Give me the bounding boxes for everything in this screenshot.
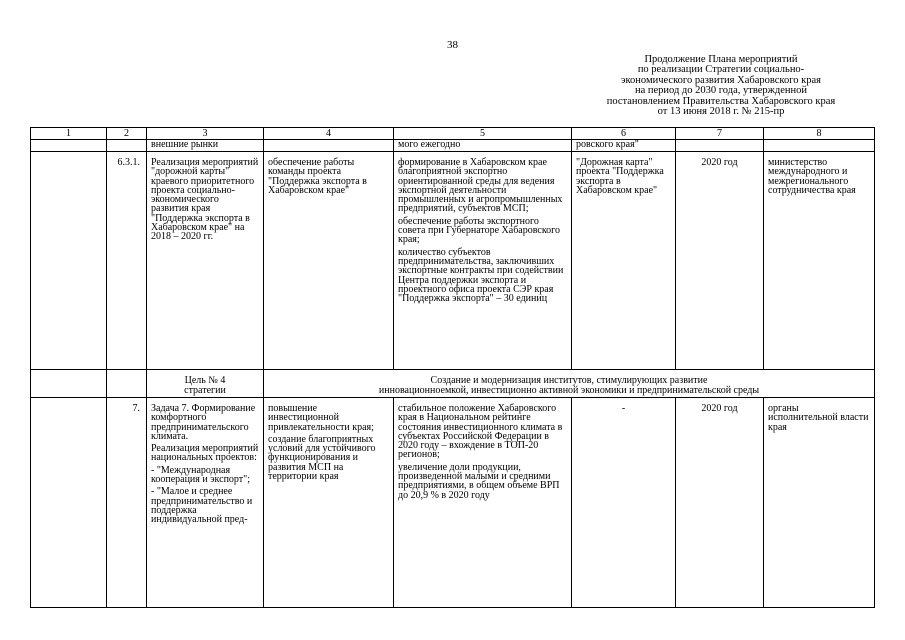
document-cell: "Дорожная карта" проекта "Поддержка экспорта в Хабаровском крае": [572, 152, 676, 370]
deadline-cell: 2020 год: [676, 398, 764, 608]
column-number: 4: [264, 128, 394, 140]
continuation-row: [31, 140, 875, 152]
column-number: 1: [31, 128, 107, 140]
header-line: Продолжение Плана мероприятий: [644, 54, 798, 65]
measure-cell: [264, 398, 394, 608]
responsible-cell: министерство международного и межрегионального сотрудничества края: [764, 152, 875, 370]
page-number: 38: [447, 39, 458, 51]
table-row-7: [31, 398, 875, 608]
result-paragraph: увеличение доли продукции, произведенной малыми и средними предприятиями, в общем объеме ВРП до 20,9 % в 2020 году: [398, 461, 560, 501]
table-cell: [107, 140, 147, 152]
result-paragraph: формирование в Хабаровском крае благоприятной экспортно ориентированной среды для ведения экспортной деятельности промышленных и агропромышленных предприятий, субъектов МСП;: [398, 157, 563, 215]
responsible-cell: органы исполнительной власти края: [764, 398, 875, 608]
column-number: 8: [764, 128, 875, 140]
plan-table: [30, 127, 875, 608]
goal-label-line: Цель № 4: [184, 375, 226, 386]
header-line: от 13 июня 2018 г. № 215-пр: [657, 106, 785, 118]
result-cell: [394, 398, 572, 608]
deadline-cell: 2020 год: [676, 152, 764, 370]
goal-label: [147, 370, 264, 398]
activity-cell: Реализация мероприятий "дорожной карты" краевого приоритетного проекта социально-экономического развития края "Поддержка экспорта в Хабаровском крае" на 2018 – 2020 гг.: [147, 152, 264, 370]
goal-label-line: стратегии: [184, 384, 226, 396]
result-paragraph: обеспечение работы экспортного совета при Губернаторе Хабаровского края;: [398, 215, 561, 246]
measure-cell: обеспечение работы команды проекта "Поддержка экспорта в Хабаровском крае": [264, 152, 394, 370]
table-cell: [31, 370, 107, 398]
header-line: экономического развития Хабаровского края: [620, 74, 822, 86]
item-number: 7.: [107, 398, 147, 608]
task-paragraph: - "Международная кооперация и экспорт";: [151, 464, 251, 486]
table-cell: [31, 398, 107, 608]
goal-text-line: инновационноемкой, инвестиционно активной экономики и предпринимательской среды: [378, 384, 760, 396]
goal-text: [264, 370, 875, 398]
column-number-row: [31, 128, 875, 140]
table-row-6-3-1: [31, 152, 875, 370]
task-paragraph: - "Малое и среднее предпринимательство и поддержка индивидуальной пред-: [151, 486, 253, 526]
column-number: 2: [107, 128, 147, 140]
goal-row: [31, 370, 875, 398]
header-line: постановлением Правительства Хабаровского края: [606, 95, 836, 107]
document-cell: -: [572, 398, 676, 608]
column-number: 7: [676, 128, 764, 140]
column-number: 3: [147, 128, 264, 140]
measure-paragraph: создание благоприятных условий для устойчивого функционирования и развития МСП на территории края: [268, 433, 376, 483]
table-cell: [31, 140, 107, 152]
task-paragraph: Задача 7. Формирование комфортного предпринимательского климата.: [151, 403, 256, 442]
table-cell: [31, 152, 107, 370]
result-paragraph: стабильное положение Хабаровского края в Национальном рейтинге состояния инвестиционного климата в субъектах Российской Федерации в 2020 году – вхождение в ТОП-20 регионов;: [398, 403, 563, 461]
table-cell: мого ежегодно: [394, 140, 572, 152]
result-paragraph: количество субъектов предпринимательства, заключивших экспортные контракты при содействии Центра поддержки экспорта и проектного офиса проекта СЭР края "Поддержка экспорта" – 30 единиц: [398, 246, 564, 305]
document-header: [571, 55, 871, 117]
column-number: 6: [572, 128, 676, 140]
task-paragraph: Реализация мероприятий национальных проектов:: [151, 443, 259, 464]
table-cell: [264, 140, 394, 152]
result-cell: [394, 152, 572, 370]
table-cell: [107, 370, 147, 398]
goal-text-line: Создание и модернизация институтов, стимулирующих развитие: [430, 375, 708, 386]
table-cell: внешние рынки: [147, 140, 264, 152]
header-line: на период до 2030 года, утвержденной: [634, 85, 808, 97]
table-cell: [676, 140, 764, 152]
item-number: 6.3.1.: [107, 152, 147, 370]
table-cell: ровского края": [572, 140, 676, 152]
table-cell: [764, 140, 875, 152]
task-cell: [147, 398, 264, 608]
measure-paragraph: повышение инвестиционной привлекательности края;: [268, 403, 374, 433]
column-number: 5: [394, 128, 572, 140]
header-line: по реализации Стратегии социально-: [637, 64, 805, 76]
